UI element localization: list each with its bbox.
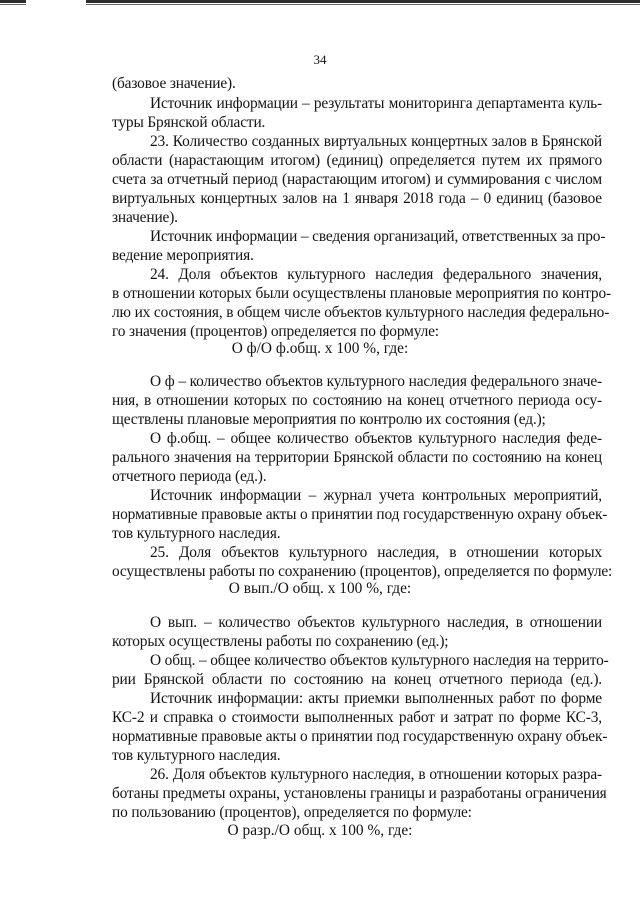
formula: О вып./О общ. х 100 %, где: (228, 580, 412, 597)
text-line: туры Брянской области. (112, 114, 266, 131)
text-line: ведение мероприятия. (112, 247, 254, 264)
text-line: счета за отчетный период (нарастающим итогом) и суммирования с числом (112, 171, 602, 188)
text-line: 26. Доля объектов культурного наследия, в отношении которых разра- (150, 766, 602, 783)
text-line: 25. Доля объектов культурного наследия, в отношении которых (150, 544, 602, 561)
text-line: О вып. – количество объектов культурного наследия, в отношении (150, 614, 602, 631)
text-line: О ф – количество объектов культурного наследия федерального значе- (150, 373, 602, 390)
scan-top-edge (0, 0, 640, 14)
text-line: рального значения на территории Брянской области по состоянию на конец (112, 449, 602, 466)
text-line: 23. Количество созданных виртуальных концертных залов в Брянской (150, 133, 602, 150)
text-line: (базовое значение). (112, 75, 236, 92)
page-number: 34 (313, 52, 327, 67)
text-line: ния, в отношении которых по состоянию на конец отчетного периода осу- (112, 392, 602, 409)
text-line: 24. Доля объектов культурного наследия федерального значения, (150, 266, 602, 283)
text-line: нормативные правовые акты о принятии под государственную охрану объек- (112, 728, 608, 745)
scan-edge-line (0, 0, 640, 3)
formula: О разр./О общ. х 100 %, где: (227, 822, 413, 839)
text-line: значение). (112, 209, 178, 226)
text-line: области (нарастающим итогом) (единиц) определяется путем их прямого (112, 152, 602, 169)
text-line: О ф.общ. – общее количество объектов культурного наследия феде- (150, 430, 602, 447)
text-line: ществлены плановые мероприятия по контролю их состояния (ед.); (112, 411, 546, 428)
formula: О ф/О ф.общ. х 100 %, где: (231, 340, 409, 357)
text-line: лю их состояния, в общем числе объектов культурного наследия федерально- (112, 304, 610, 321)
text-line: ботаны предметы охраны, установлены границы и разработаны ограничения (112, 785, 607, 802)
text-line: которых осуществлены работы по сохранению (ед.); (112, 633, 449, 650)
text-line: Источник информации: акты приемки выполненных работ по форме (150, 690, 602, 707)
text-line: Источник информации – сведения организаций, ответственных за про- (150, 228, 606, 245)
text-line: осуществлены работы по сохранению (процентов), определяется по формуле: (112, 563, 613, 580)
text-line: тов культурного наследия. (112, 747, 281, 764)
text-line: нормативные правовые акты о принятии под государственную охрану объек- (112, 506, 608, 523)
text-line: по пользованию (процентов), определяется по формуле: (112, 804, 472, 821)
text-line: рии Брянской области по состоянию на конец отчетного периода (ед.). (112, 671, 602, 688)
text-line: го значения (процентов) определяется по формуле: (112, 323, 439, 340)
text-line: КС-2 и справка о стоимости выполненных работ и затрат по форме КС-3, (112, 709, 602, 726)
text-line: в отношении которых были осуществлены плановые мероприятия по контро- (112, 285, 611, 302)
text-line: Источник информации – результаты мониторинга департамента куль- (150, 95, 602, 112)
scan-edge-line-secondary (0, 4, 640, 5)
text-line: О общ. – общее количество объектов культурного наследия на террито- (150, 652, 609, 669)
scan-edge-gap (26, 0, 86, 7)
text-line: виртуальных концертных залов на 1 января 2018 года – 0 единиц (базовое (112, 190, 602, 207)
text-line: отчетного периода (ед.). (112, 468, 267, 485)
text-line: тов культурного наследия. (112, 525, 281, 542)
text-line: Источник информации – журнал учета контрольных мероприятий, (150, 487, 602, 504)
